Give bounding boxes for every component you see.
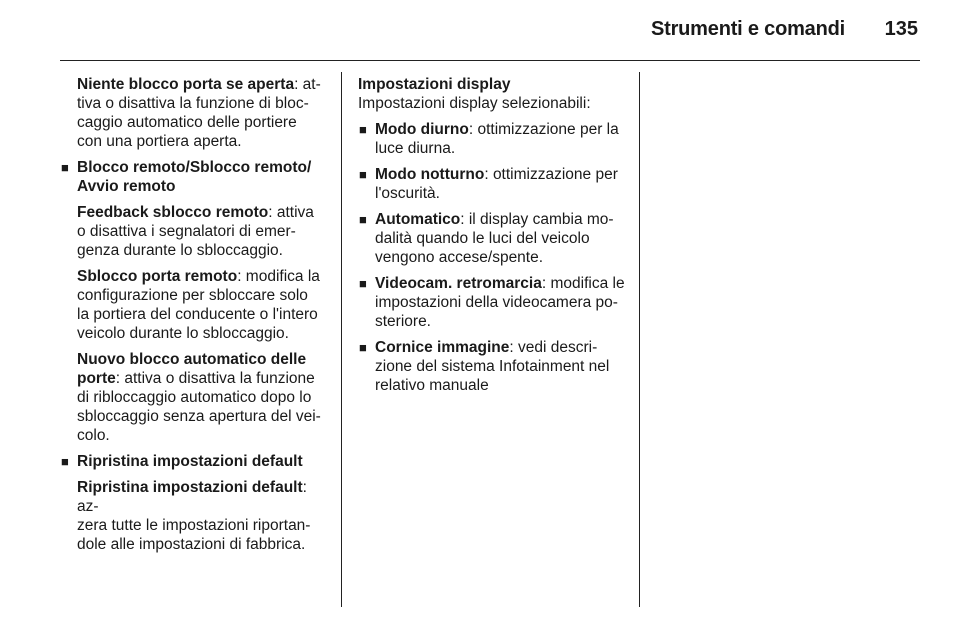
term: Niente blocco porta se aperta [77,76,295,93]
description: : az- zera tutte le impostazioni riportan- dole alle impostazioni di fabbrica. [77,479,311,553]
description: : modifica le impostazioni della videocamera po- steriore. [375,275,625,330]
description: : attiva o disattiva la funzione di ribloccaggio automatico dopo lo sbloccaggio senza apertura del vei- colo. [77,370,321,444]
bullet-icon: ■ [61,160,69,175]
paragraph [60,203,332,260]
bullet-icon: ■ [359,212,367,227]
paragraph [60,75,332,151]
bullet-icon: ■ [61,454,69,469]
description: : ottimizzazione per la luce diurna. [375,121,619,157]
intro-text: Impostazioni display selezionabili: [358,95,591,112]
list-item [358,165,630,203]
term: Feedback sblocco remoto [77,204,269,221]
list-item [358,210,630,267]
bullet-label: Blocco remoto/Sblocco remoto/ Avvio remoto [77,159,312,195]
bullet-icon: ■ [359,167,367,182]
term: Modo diurno [375,121,469,138]
section-heading [358,75,630,94]
bullet-icon: ■ [359,340,367,355]
term: Ripristina impostazioni default [77,479,303,496]
term: Nuovo blocco automatico delle porte [77,351,307,387]
description: : at- tiva o disattiva la funzione di bloc- caggio automatico delle portiere con una portiera aperta. [77,76,321,150]
section-title: Strumenti e comandi [650,18,845,40]
column-divider [639,72,640,607]
left-column [60,75,332,561]
bullet-label: Ripristina impostazioni default [77,453,303,470]
header-rule [60,60,920,61]
description: : attiva o disattiva i segnalatori di emer- genza durante lo sbloccaggio. [77,204,314,259]
heading-text: Impostazioni display [358,76,511,93]
right-column [358,75,630,402]
description: : vedi descri- zione del sistema Infotainment nel relativo manuale [375,339,610,394]
bullet-item [60,158,332,196]
paragraph [60,267,332,343]
description: : modifica la configurazione per sbloccare solo la portiera del conducente o l'intero veicolo durante lo sbloccaggio. [77,268,320,342]
description: : ottimizzazione per l'oscurità. [375,166,618,202]
page-number: 135 [884,18,918,40]
term: Cornice immagine [375,339,510,356]
paragraph [60,478,332,554]
list-item [358,338,630,395]
term: Modo notturno [375,166,485,183]
description: : il display cambia mo- dalità quando le luci del veicolo vengono accese/spente. [375,211,614,266]
column-divider [341,72,342,607]
term: Videocam. retromarcia [375,275,542,292]
term: Sblocco porta remoto [77,268,238,285]
term: Automatico [375,211,461,228]
bullet-item [60,452,332,471]
paragraph [60,350,332,445]
bullet-icon: ■ [359,122,367,137]
list-item [358,274,630,331]
list-item [358,120,630,158]
bullet-icon: ■ [359,276,367,291]
